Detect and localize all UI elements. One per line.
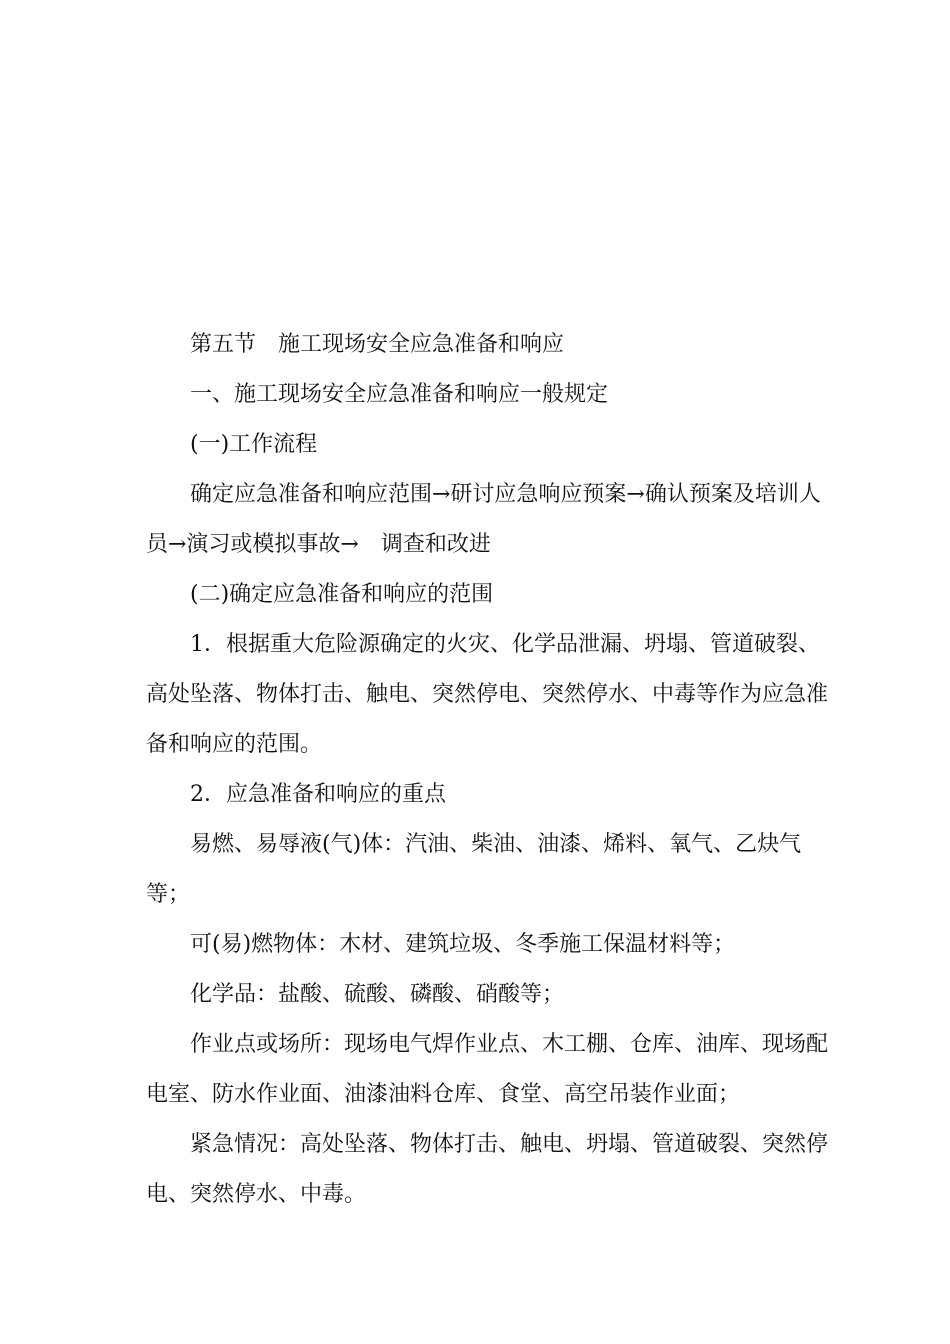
chemicals-paragraph: 化学品：盐酸、硫酸、磷酸、硝酸等； — [190, 982, 565, 1007]
workflow-heading: (一)工作流程 — [190, 432, 318, 457]
emergencies-paragraph: 紧急情况：高处坠落、物体打击、触电、坍塌、管道破裂、突然停电、突然停水、中毒。 — [146, 1132, 829, 1207]
subsection-heading: 一、施工现场安全应急准备和响应一般规定 — [190, 382, 609, 407]
scope-paragraph: 1．根据重大危险源确定的火灾、化学品泄漏、坍塌、管道破裂、高处坠落、物体打击、触电、突然停电、突然停水、中毒等作为应急准备和响应的范围。 — [146, 632, 829, 757]
combustible-materials-paragraph: 可(易)燃物体：木材、建筑垃圾、冬季施工保温材料等； — [190, 932, 736, 957]
focus-heading: 2．应急准备和响应的重点 — [190, 782, 446, 807]
section-heading: 第五节 施工现场安全应急准备和响应 — [190, 332, 565, 357]
workplaces-paragraph: 作业点或场所：现场电气焊作业点、木工棚、仓库、油库、现场配电室、防水作业面、油漆油料仓库、食堂、高空吊装作业面； — [146, 1032, 829, 1107]
flammable-liquids-paragraph: 易燃、易辱液(气)体：汽油、柴油、油漆、烯料、氧气、乙炔气等； — [146, 832, 802, 907]
document-body — [146, 320, 836, 1220]
workflow-paragraph: 确定应急准备和响应范围→研讨应急响应预案→确认预案及培训人员→演习或模拟事故→ 调查和改进 — [146, 482, 821, 557]
scope-heading: (二)确定应急准备和响应的范围 — [190, 582, 494, 607]
